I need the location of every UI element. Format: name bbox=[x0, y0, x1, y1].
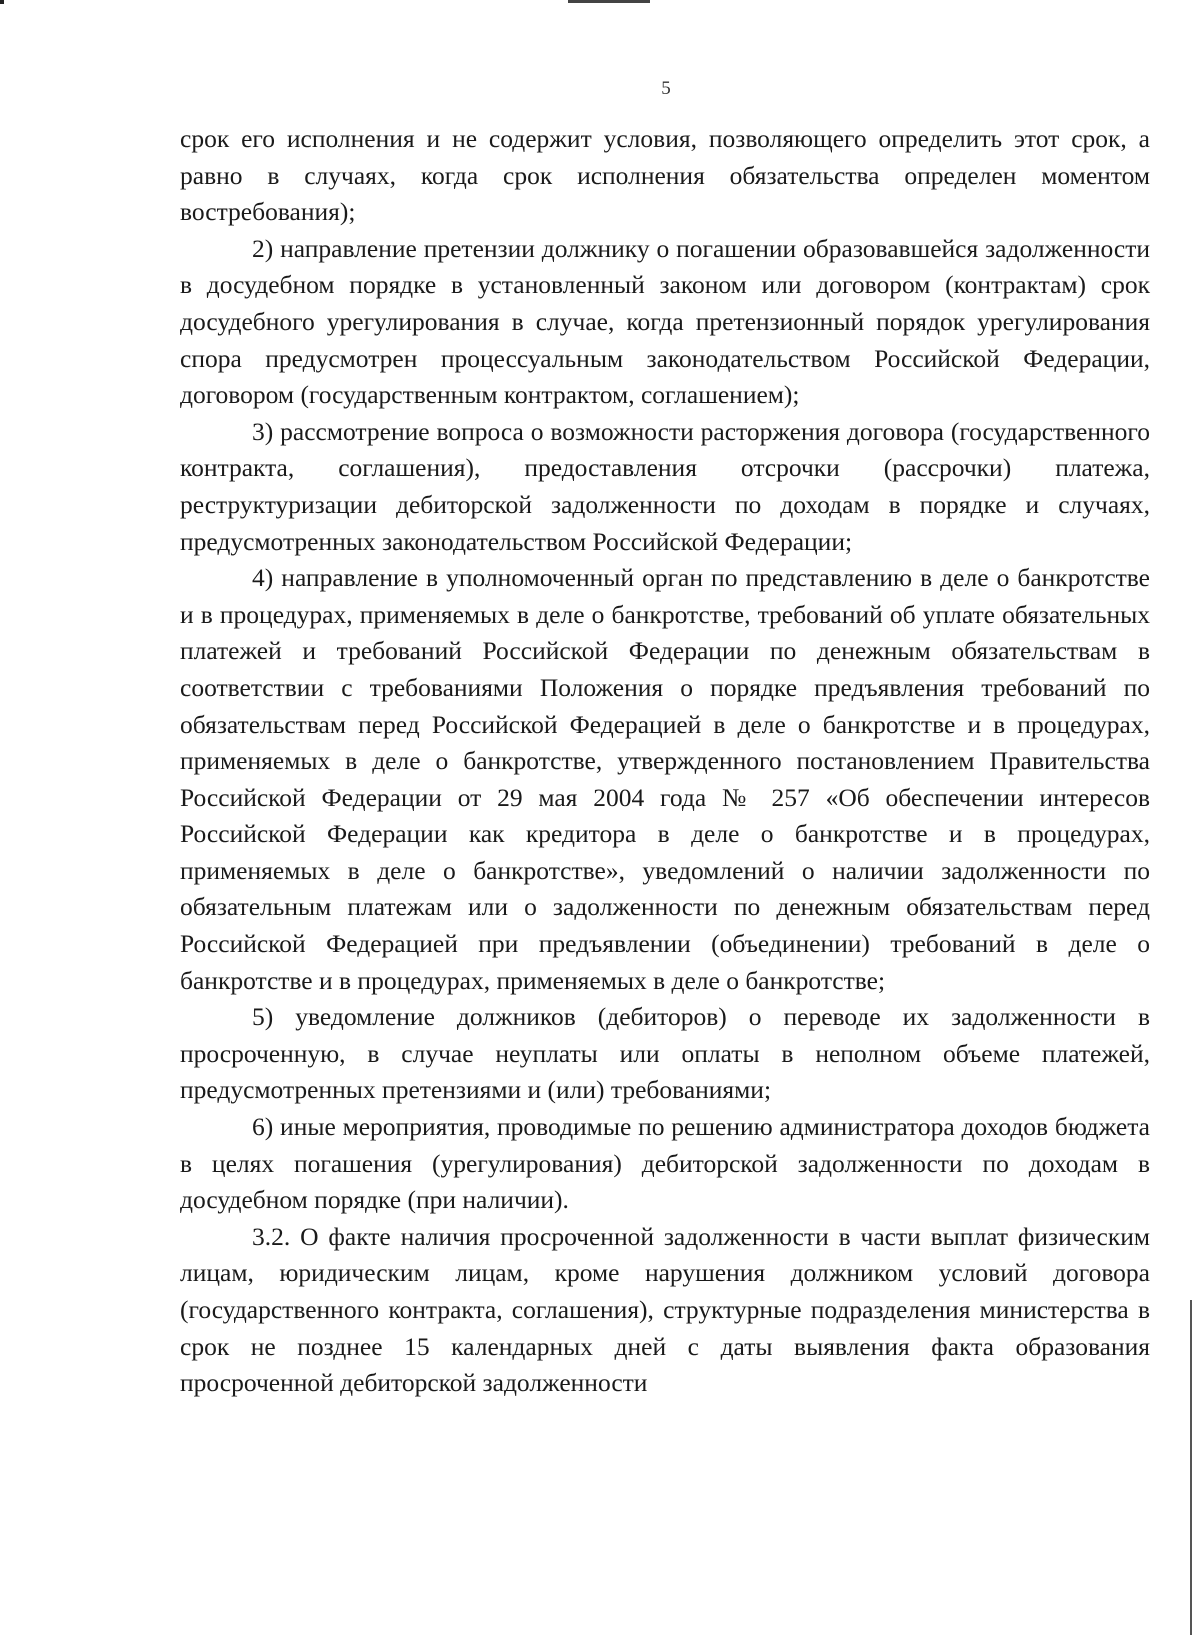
list-item-3: 3) рассмотрение вопроса о возможности расторжения договора (государственного контракта, соглашения), предоставления отсрочки (рассрочки) платежа, реструктуризации дебиторской задолженности по доходам в порядке и случаях, предусмотренных законодательством Российской Федерации; bbox=[180, 416, 1150, 556]
document-body bbox=[180, 121, 1150, 1402]
scan-edge-mark bbox=[1190, 1300, 1192, 1635]
list-item-5: 5) уведомление должников (дебиторов) о переводе их задолженности в просроченную, в случае неуплаты или оплаты в неполном объеме платежей, предусмотренных претензиями и (или) требованиями; bbox=[180, 1002, 1150, 1105]
scan-edge-mark bbox=[568, 0, 650, 3]
list-item-6: 6) иные мероприятия, проводимые по решению администратора доходов бюджета в целях погашения (урегулирования) дебиторской задолженности по доходам в досудебном порядке (при наличии). bbox=[180, 1112, 1150, 1215]
paragraph-continuation: срок его исполнения и не содержит условия, позволяющего определить этот срок, а равно в случаях, когда срок исполнения обязательства определен моментом востребования); bbox=[180, 124, 1150, 227]
list-item-2: 2) направление претензии должнику о погашении образовавшейся задолженности в досудебном порядке в установленный законом или договором (контрактам) срок досудебного урегулирования в случае, когда претензионный порядок урегулирования спора предусмотрен процессуальным законодательством Российской Федерации, договором (государственным контрактом, соглашением); bbox=[180, 233, 1150, 410]
list-item-4: 4) направление в уполномоченный орган по представлению в деле о банкротстве и в процедурах, применяемых в деле о банкротстве, требований об уплате обязательных платежей и требований Российской Федерации по денежным обязательствам в соответствии с требованиями Положения о порядке предъявления требований по обязательствам перед Российской Федерацией в деле о банкротстве и в процедурах, применяемых в деле о банкротстве, утвержденного постановлением Правительства Российской Федерации от 29 мая 2004 года № 257 «Об обеспечении интересов Российской Федерации как кредитора в деле о банкротстве и в процедурах, применяемых в деле о банкротстве», уведомлений о наличии задолженности по обязательным платежам или о задолженности по денежным обязательствам перед Российской Федерацией при предъявлении (объединении) требований в деле о банкротстве и в процедурах, применяемых в деле о банкротстве; bbox=[180, 563, 1150, 995]
page-number: 5 bbox=[661, 78, 671, 99]
scan-corner-mark bbox=[0, 0, 4, 4]
section-3-2-paragraph: 3.2. О факте наличия просроченной задолженности в части выплат физическим лицам, юридическим лицам, кроме нарушения должником условий договора (государственного контракта, соглашения), структурные подразделения министерства в срок не позднее 15 календарных дней с даты выявления факта образования просроченной дебиторской задолженности bbox=[180, 1221, 1150, 1398]
